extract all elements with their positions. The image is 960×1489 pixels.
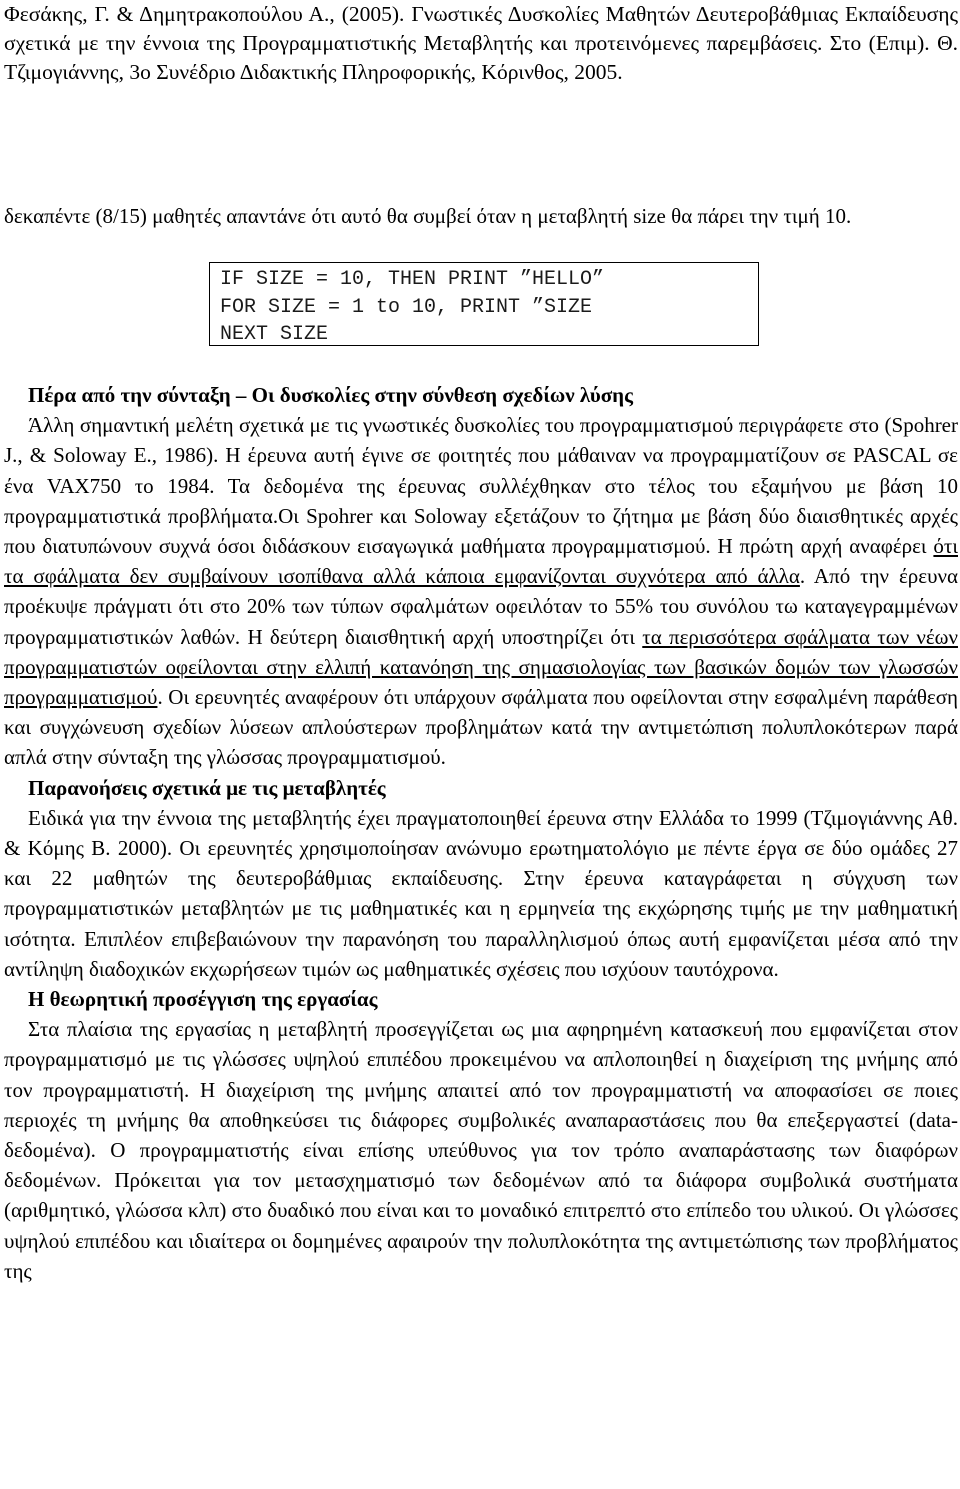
code-line: FOR SIZE = 1 to 10, PRINT ”SIZE — [220, 295, 593, 319]
paragraph-text: . Οι ερευνητές αναφέρουν ότι υπάρχουν σφάλματα που οφείλονται στην εσφαλμένη παράθεση και συγχώνευση σχεδίων λύσεων απλούστερων προβλημάτων κατά την αντιμετώπιση πολυπλοκότερων παρά απλά στην σύνταξη της γλώσσας προγραμματισμού. — [4, 685, 958, 770]
citation-header: Φεσάκης, Γ. & Δημητρακοπούλου Α., (2005). Γνωστικές Δυσκολίες Μαθητών Δευτεροβάθμιας Εκπαίδευσης σχετικά με την έννοια της Προγραμματιστικής Μεταβλητής και προτεινόμενες παρεμβάσεις. Στο (Επιμ). Θ. Τζιμογιάννης, 3ο Συνέδριο Διδακτικής Πληροφορικής, Κόρινθος, 2005. — [4, 2, 958, 84]
paragraph-text: Άλλη σημαντική μελέτη σχετικά με τις γνωστικές δυσκολίες του προγραμματισμού περιγράφετε στο (Spohrer J., & Soloway E., 1986). Η έρευνα αυτή έγινε σε φοιτητές που μάθαιναν να προγραμματίζουν σε PASCAL σε ένα VAX750 το 1984. Τα δεδομένα της έρευνας συλλέχθηκαν στο τέλος του εξαμήνου με βάση 10 προγραμματιστικά προβλήματα.Οι Spohrer και Soloway εξετάζουν το ζήτημα με βάση δύο διαισθητικές αρχές που διατυπώνουν συχνά όσοι διδάσκουν εισαγωγικά μαθήματα προγραμματισμού. Η πρώτη αρχή αναφέρει — [4, 413, 958, 559]
section-heading-theory: Η θεωρητική προσέγγιση της εργασίας — [28, 987, 378, 1012]
code-line: NEXT SIZE — [220, 323, 329, 346]
underlined-text: ότι τα σφάλματα δεν συμβαίνουν ισοπίθανα αλλά κάποια εμφανίζονται συχνότερα από άλλα — [4, 534, 958, 589]
intro-paragraph — [4, 201, 958, 231]
section-paragraph: Στα πλαίσια της εργασίας η μεταβλητή προσεγγίζεται ως μια αφηρημένη κατασκευή που εμφανίζεται στον προγραμματισμό με τις γλώσσες υψηλού επιπέδου προκειμένου να απλοποιηθεί η διαχείριση της μνήμης από τον προγραμματιστή. Η διαχείριση της μνήμης απαιτεί από τον προγραμματιστή να αποφασίσει σε ποιες περιοχές τη μνήμης θα αποθηκεύσει τις διάφορες συμβολικές αναπαραστάσεις που θα επεξεργαστεί (data-δεδομένα). Ο προγραμματιστής είναι επίσης υπεύθυνος για τον τρόπο αναπαράστασης των διαφόρων δεδομένων. Πρόκειται για τον μετασχηματισμό των δεδομένων από τα διάφορα συμβολικά συστήματα (αριθμητικό, γλώσσα κλπ) στο δυαδικό που είναι και το μοναδικό επιτρεπτό στο επίπεδο του υλικού. Οι γλώσσες υψηλού επιπέδου και ιδιαίτερα οι δομημένες αφαιρούν την πολυπλοκότητα της αντιμετώπισης των προβλήματος της — [4, 1017, 958, 1283]
section-paragraph — [4, 410, 958, 772]
code-line: IF SIZE = 10, THEN PRINT ”HELLO” — [220, 268, 605, 291]
code-block — [209, 262, 759, 346]
section-heading-variables: Παρανοήσεις σχετικά με τις μεταβλητές — [28, 775, 386, 800]
intro-text: δεκαπέντε (8/15) μαθητές απαντάνε ότι αυτό θα συμβεί όταν η μεταβλητή size θα πάρει την τιμή 10. — [4, 204, 852, 228]
paragraph-text: . Από την έρευνα προέκυψε πράγματι ότι στο 20% των τύπων σφαλμάτων οφειλόταν το 55% του συνόλου τω καταγεγραμμένων προγραμματιστικών λαθών. Η δεύτερη διαισθητική αρχή υποστηρίζει ότι — [4, 564, 958, 649]
section-paragraph: Ειδικά για την έννοια της μεταβλητής έχει πραγματοποιηθεί έρευνα στην Ελλάδα το 1999 (Τζιμογιάννης Αθ. & Κόμης Β. 2000). Οι ερευνητές χρησιμοποίησαν ανώνυμο ερωτηματολόγιο με πέντε έργα σε δύο ομάδες 27 και 22 μαθητών της δευτεροβάθμιας εκπαίδευσης. Στην έρευνα καταγράφεται η σύγχυση των προγραμματιστικών μεταβλητών με τις μαθηματικές και η ερμηνεία της εκχώρησης τιμής με την μαθηματική ισότητα. Επιπλέον επιβεβαιώνουν την παρανόηση του παραλληλισμού όπως αυτή εμφανίζεται μέσα από την αντίληψη διαδοχικών εκχωρήσεων τιμών ως μαθηματικές σχέσεις που ισχύουν ταυτόχρονα. — [4, 805, 958, 981]
section-heading-syntax: Πέρα από την σύνταξη – Οι δυσκολίες στην σύνθεση σχεδίων λύσης — [28, 383, 633, 407]
underlined-text: τα περισσότερα σφάλματα των νέων προγραμματιστών οφείλονται στην ελλιπή κατανόηση της σημασιολογίας των βασικών δομών των γλωσσών προγραμματισμού — [4, 624, 958, 710]
main-body — [4, 380, 958, 1286]
